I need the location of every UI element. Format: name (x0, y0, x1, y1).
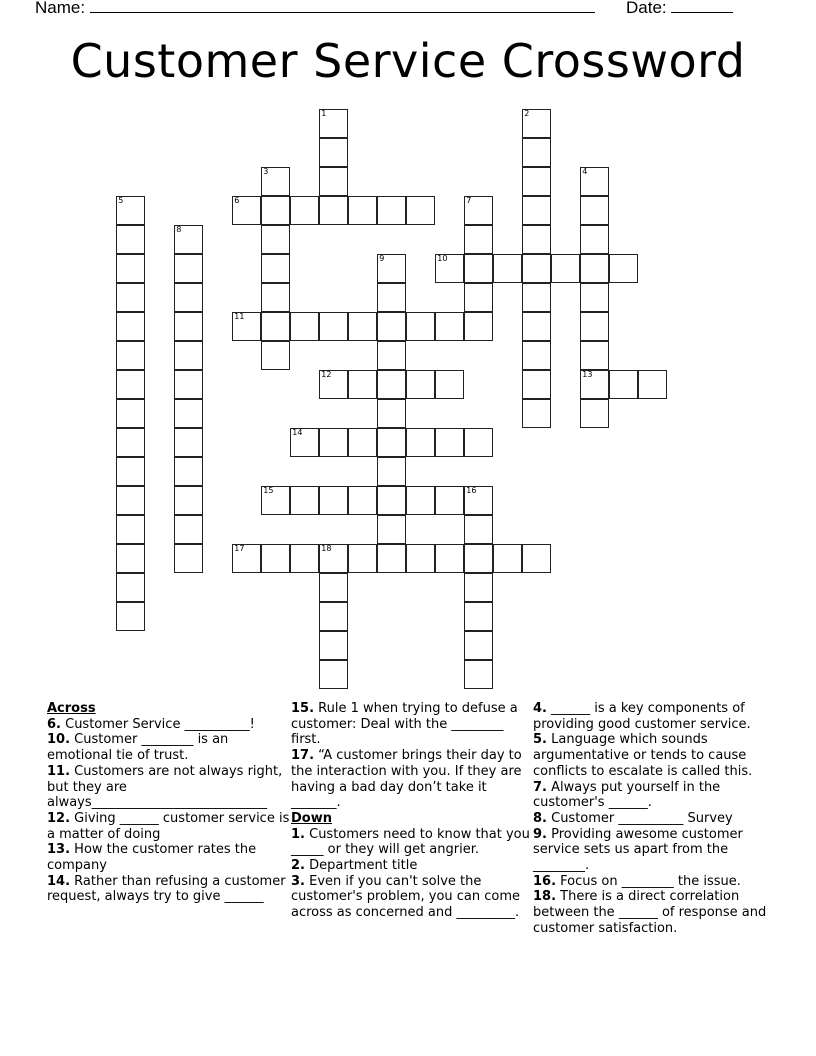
crossword-cell[interactable] (493, 254, 522, 283)
crossword-cell[interactable] (174, 341, 203, 370)
crossword-cell[interactable] (377, 196, 406, 225)
clues-column-1 (47, 701, 292, 905)
crossword-cell[interactable] (319, 109, 348, 138)
crossword-cell[interactable] (319, 428, 348, 457)
across-clue-10 (47, 732, 292, 763)
crossword-cell[interactable] (435, 254, 464, 283)
crossword-cell[interactable] (319, 544, 348, 573)
crossword-cell[interactable] (551, 254, 580, 283)
crossword-cell[interactable] (464, 196, 493, 225)
name-line[interactable] (90, 0, 595, 13)
crossword-cell[interactable] (522, 341, 551, 370)
down-clue-16 (533, 874, 778, 890)
crossword-cell[interactable] (116, 254, 145, 283)
crossword-cell[interactable] (116, 312, 145, 341)
clue-text: Even if you can't solve the customer's problem, you can come across as concerned and _________. (291, 873, 521, 921)
crossword-cell[interactable] (406, 486, 435, 515)
crossword-cell[interactable] (435, 428, 464, 457)
across-clue-15 (291, 701, 536, 748)
date-label: Date: (626, 0, 667, 17)
clue-number-17: 17 (234, 544, 245, 554)
clue-text: Customer Service __________! (60, 716, 255, 732)
crossword-cell[interactable] (319, 573, 348, 602)
crossword-cell[interactable] (116, 515, 145, 544)
clue-number: 4. (533, 701, 547, 716)
across-clue-13 (47, 842, 292, 873)
crossword-cell[interactable] (522, 544, 551, 573)
crossword-cell[interactable] (580, 167, 609, 196)
across-clue-6 (47, 717, 292, 733)
crossword-cell[interactable] (377, 428, 406, 457)
crossword-cell[interactable] (464, 254, 493, 283)
crossword-cell[interactable] (348, 428, 377, 457)
clue-number: 5. (533, 732, 547, 748)
crossword-cell[interactable] (406, 428, 435, 457)
crossword-cell[interactable] (261, 486, 290, 515)
crossword-cell[interactable] (116, 196, 145, 225)
crossword-cell[interactable] (261, 283, 290, 312)
crossword-cell[interactable] (522, 399, 551, 428)
crossword-cell[interactable] (116, 283, 145, 312)
name-label: Name: (35, 0, 86, 17)
clue-text: There is a direct correlation between the ______ of response and customer satisfaction. (533, 889, 767, 936)
crossword-cell[interactable] (174, 254, 203, 283)
crossword-cell[interactable] (116, 370, 145, 399)
crossword-cell[interactable] (377, 312, 406, 341)
crossword-cell[interactable] (116, 573, 145, 602)
clue-number: 1. (291, 826, 305, 842)
clue-number: 11. (47, 763, 71, 779)
crossword-cell[interactable] (348, 486, 377, 515)
across-heading: Across (47, 701, 96, 716)
crossword-cell[interactable] (406, 370, 435, 399)
crossword-cell[interactable] (232, 544, 261, 573)
clue-number: 9. (533, 826, 547, 842)
crossword-cell[interactable] (580, 254, 609, 283)
crossword-cell[interactable] (406, 544, 435, 573)
crossword-cell[interactable] (290, 544, 319, 573)
clue-text: Department title (304, 858, 418, 874)
clue-number: 3. (291, 873, 305, 889)
clue-number-18: 18 (321, 544, 332, 554)
clue-text: Focus on ________ the issue. (556, 873, 741, 889)
clue-number: 6. (47, 716, 61, 732)
clue-number-6: 6 (234, 196, 240, 206)
clue-text: “A customer brings their day to the interaction with you. If they are having a bad day don’t take it _______. (291, 748, 522, 811)
clue-text: Customers need to know that you _____ or they will get angrier. (291, 826, 530, 858)
crossword-cell[interactable] (261, 225, 290, 254)
clue-number: 16. (533, 873, 557, 889)
down-clue-1 (291, 827, 536, 858)
down-heading: Down (291, 810, 332, 826)
crossword-cell[interactable] (174, 370, 203, 399)
clue-text: Customers are not always right, but they are always___________________________ (47, 763, 283, 811)
crossword-cell[interactable] (464, 660, 493, 689)
crossword-cell[interactable] (116, 225, 145, 254)
crossword-cell[interactable] (232, 312, 261, 341)
crossword-cell[interactable] (261, 196, 290, 225)
crossword-cell[interactable] (435, 312, 464, 341)
clue-number-11: 11 (234, 312, 245, 322)
clue-text: Always put yourself in the customer's ______. (533, 779, 721, 811)
clue-text: ______ is a key components of providing good customer service. (533, 701, 751, 732)
crossword-cell[interactable] (464, 515, 493, 544)
crossword-cell[interactable] (174, 225, 203, 254)
crossword-cell[interactable] (464, 573, 493, 602)
clue-number-3: 3 (263, 167, 269, 177)
crossword-cell[interactable] (638, 370, 667, 399)
crossword-cell[interactable] (319, 138, 348, 167)
clue-number-15: 15 (263, 486, 274, 496)
down-clue-5 (533, 732, 778, 779)
clue-number: 13. (47, 842, 71, 858)
clue-text: Providing awesome customer service sets us apart from the ________. (533, 826, 743, 874)
crossword-cell[interactable] (290, 486, 319, 515)
clue-text: Rule 1 when trying to defuse a customer: Deal with the ________ first. (291, 701, 518, 748)
crossword-cell[interactable] (377, 341, 406, 370)
clue-number-5: 5 (118, 196, 124, 206)
crossword-cell[interactable] (174, 399, 203, 428)
crossword-cell[interactable] (464, 312, 493, 341)
crossword-cell[interactable] (580, 370, 609, 399)
down-clue-9 (533, 827, 778, 874)
crossword-cell[interactable] (174, 283, 203, 312)
across-clue-12 (47, 811, 292, 842)
clue-text: Giving ______ customer service is a matter of doing (47, 810, 290, 842)
clue-text: Customer ________ is an emotional tie of trust. (47, 732, 229, 764)
crossword-cell[interactable] (319, 602, 348, 631)
crossword-cell[interactable] (261, 341, 290, 370)
crossword-cell[interactable] (435, 370, 464, 399)
name-field[interactable] (35, 0, 595, 18)
clue-number: 10. (47, 732, 71, 748)
clue-text: Customer __________ Survey (546, 810, 733, 826)
crossword-cell[interactable] (319, 167, 348, 196)
date-field[interactable] (626, 0, 733, 18)
down-clue-4 (533, 701, 778, 732)
crossword-cell[interactable] (522, 225, 551, 254)
crossword-cell[interactable] (261, 167, 290, 196)
down-clue-18 (533, 889, 778, 936)
date-line[interactable] (671, 0, 733, 13)
crossword-cell[interactable] (261, 312, 290, 341)
crossword-cell[interactable] (609, 370, 638, 399)
crossword-cell[interactable] (319, 196, 348, 225)
crossword-cell[interactable] (377, 254, 406, 283)
clue-number: 7. (533, 779, 547, 795)
crossword-cell[interactable] (174, 312, 203, 341)
crossword-cell[interactable] (261, 254, 290, 283)
clue-number-13: 13 (582, 370, 593, 380)
crossword-cell[interactable] (580, 283, 609, 312)
crossword-cell[interactable] (580, 312, 609, 341)
crossword-cell[interactable] (522, 254, 551, 283)
crossword-cell[interactable] (522, 312, 551, 341)
crossword-cell[interactable] (116, 399, 145, 428)
clue-number-16: 16 (466, 486, 477, 496)
clue-number-10: 10 (437, 254, 448, 264)
crossword-cell[interactable] (319, 631, 348, 660)
crossword-cell[interactable] (377, 515, 406, 544)
crossword-cell[interactable] (464, 602, 493, 631)
crossword-cell[interactable] (464, 486, 493, 515)
crossword-cell[interactable] (406, 312, 435, 341)
crossword-cell[interactable] (116, 486, 145, 515)
clue-number-9: 9 (379, 254, 385, 264)
crossword-cell[interactable] (116, 428, 145, 457)
clue-number: 14. (47, 873, 71, 889)
crossword-cell[interactable] (116, 457, 145, 486)
clue-number: 15. (291, 701, 315, 716)
clue-number: 18. (533, 889, 557, 905)
crossword-cell[interactable] (174, 486, 203, 515)
across-clue-11 (47, 764, 292, 811)
crossword-cell[interactable] (435, 486, 464, 515)
clue-number: 8. (533, 810, 547, 826)
clue-number-14: 14 (292, 428, 303, 438)
crossword-cell[interactable] (261, 544, 290, 573)
crossword-cell[interactable] (464, 428, 493, 457)
clues-column-3 (533, 701, 778, 937)
clue-number: 2. (291, 858, 305, 874)
down-clue-2 (291, 858, 536, 874)
crossword-cell[interactable] (116, 341, 145, 370)
clue-text: How the customer rates the company (47, 842, 257, 874)
down-clue-8 (533, 811, 778, 827)
crossword-cell[interactable] (522, 370, 551, 399)
clue-number-8: 8 (176, 225, 182, 235)
down-clue-7 (533, 780, 778, 811)
crossword-cell[interactable] (348, 196, 377, 225)
crossword-cell[interactable] (319, 312, 348, 341)
clue-number-4: 4 (582, 167, 588, 177)
crossword-cell[interactable] (174, 544, 203, 573)
crossword-cell[interactable] (174, 457, 203, 486)
crossword-cell[interactable] (348, 312, 377, 341)
crossword-cell[interactable] (609, 254, 638, 283)
crossword-cell[interactable] (174, 428, 203, 457)
crossword-cell[interactable] (522, 167, 551, 196)
crossword-cell[interactable] (290, 428, 319, 457)
crossword-cell[interactable] (377, 457, 406, 486)
crossword-cell[interactable] (580, 341, 609, 370)
crossword-cell[interactable] (406, 196, 435, 225)
crossword-cell[interactable] (522, 196, 551, 225)
clue-number: 12. (47, 810, 71, 826)
crossword-cell[interactable] (290, 312, 319, 341)
across-clue-17 (291, 748, 536, 811)
page-title: Customer Service Crossword (70, 34, 746, 88)
across-clue-14 (47, 874, 292, 905)
crossword-cell[interactable] (348, 544, 377, 573)
clue-text: Rather than refusing a customer request, always try to give ______ (47, 873, 286, 905)
crossword-cell[interactable] (522, 283, 551, 312)
crossword-cell[interactable] (290, 196, 319, 225)
crossword-cell[interactable] (319, 486, 348, 515)
crossword-cell[interactable] (319, 660, 348, 689)
crossword-cell[interactable] (377, 399, 406, 428)
crossword-cell[interactable] (464, 225, 493, 254)
crossword-cell[interactable] (464, 631, 493, 660)
crossword-cell[interactable] (464, 544, 493, 573)
crossword-cell[interactable] (435, 544, 464, 573)
crossword-cell[interactable] (116, 602, 145, 631)
down-clue-3 (291, 874, 536, 921)
crossword-cell[interactable] (580, 399, 609, 428)
clue-number-1: 1 (321, 109, 327, 119)
clues-column-2 (291, 701, 536, 921)
crossword-cell[interactable] (348, 370, 377, 399)
crossword-cell[interactable] (493, 544, 522, 573)
clue-number: 17. (291, 748, 315, 764)
crossword-cell[interactable] (522, 109, 551, 138)
crossword-cell[interactable] (464, 283, 493, 312)
crossword-cell[interactable] (377, 283, 406, 312)
clue-text: Language which sounds argumentative or tends to cause conflicts to escalate is called this. (533, 732, 753, 779)
clue-number-7: 7 (466, 196, 472, 206)
crossword-cell[interactable] (580, 196, 609, 225)
crossword-cell[interactable] (116, 544, 145, 573)
crossword-cell[interactable] (522, 138, 551, 167)
crossword-cell[interactable] (319, 370, 348, 399)
clue-number-12: 12 (321, 370, 332, 380)
crossword-cell[interactable] (377, 370, 406, 399)
crossword-cell[interactable] (377, 486, 406, 515)
crossword-cell[interactable] (232, 196, 261, 225)
crossword-cell[interactable] (174, 515, 203, 544)
crossword-cell[interactable] (580, 225, 609, 254)
clue-number-2: 2 (524, 109, 530, 119)
crossword-cell[interactable] (377, 544, 406, 573)
